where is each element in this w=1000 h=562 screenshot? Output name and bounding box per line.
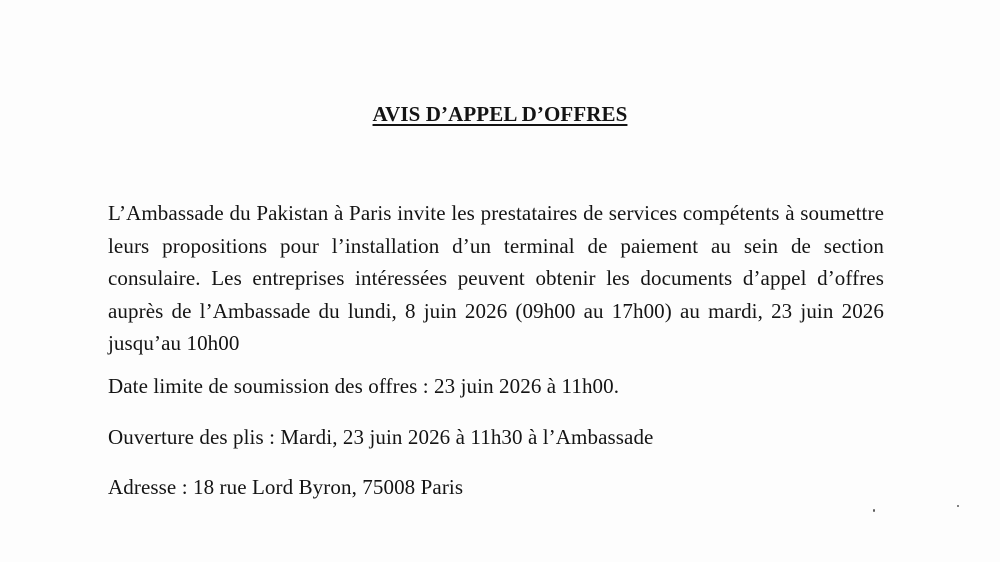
scan-speck	[957, 505, 959, 507]
submission-deadline: Date limite de soumission des offres : 23 juin 2026 à 11h00.	[108, 374, 620, 398]
notice-body-paragraph: L’Ambassade du Pakistan à Paris invite les prestataires de services compétents à soumettre leurs propositions pour l’installation d’un terminal de paiement au sein de section consulaire. Les entreprises intéressées peuvent obtenir les documents d’appel d’offres auprès de l’Ambassade du lundi, 8 juin 2026 (09h00 au 17h00) au mardi, 23 juin 2026 jusqu’au 10h00	[108, 201, 884, 355]
bid-opening: Ouverture des plis : Mardi, 23 juin 2026 à 11h30 à l’Ambassade	[108, 425, 654, 449]
embassy-address: Adresse : 18 rue Lord Byron, 75008 Paris	[108, 475, 464, 499]
scan-speck	[873, 509, 875, 512]
notice-title: AVIS D’APPEL D’OFFRES	[372, 102, 628, 126]
